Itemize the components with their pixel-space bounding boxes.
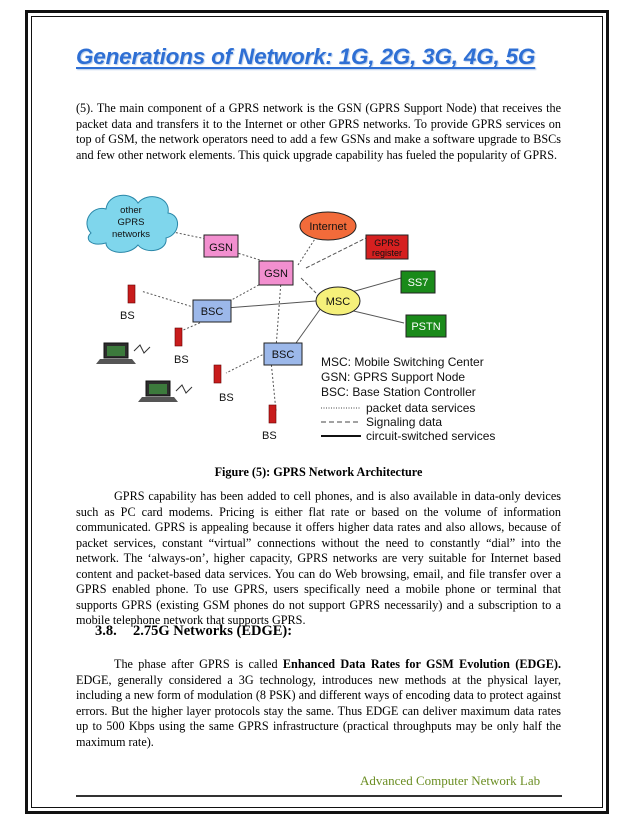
gprs-register-label-2: register bbox=[371, 248, 403, 258]
footer-text: Advanced Computer Network Lab bbox=[360, 773, 541, 788]
bs-tower-3 bbox=[214, 365, 221, 383]
edge-text-after: EDGE, generally considered a 3G technology, introduces new methods at the physical layer, including a new form of modulation (8 PSK) and different ways of encoding data to protect against errors. But the higher layer protocols stay the same. Thus EDGE can deliver maximum data rates up to 500 Kbps using the same GPRS infrastructure (practical throughputs may be only half the maximum rate). bbox=[76, 672, 561, 749]
intro-paragraph: (5). The main component of a GPRS network is the GSN (GPRS Support Node) that receives the packet data and transfers it to the Internet or other GPRS networks. To provide GPRS services on top of GSM, the network operators need to add a few GSNs and make a software upgrade to BSCs and few other network elements. This quick upgrade capability has fueled the popularity of GPRS. bbox=[76, 101, 561, 162]
page-title: Generations of Network: 1G, 2G, 3G, 4G, 5G bbox=[76, 44, 536, 69]
laptop-icon bbox=[138, 381, 178, 402]
bs-label-1: BS bbox=[120, 310, 135, 322]
other-gprs-networks-cloud bbox=[87, 195, 178, 252]
gprs-capability-paragraph: GPRS capability has been added to cell phones, and is also available in data-only devices such as PC card modems. Pricing is either flat rate or based on the volume of information communicated. GPRS is appealing because it offers higher data rates and also allows, because of packet services, constant “virtual” connections without the need to constantly “dial” into the network. The ‘always-on’, higher capacity, GPRS networks are very suitable for Internet based content and packet-based data services. You can do Web browsing, email, and file transfer over a GPRS enabled phone. To use GPRS, users specifically need a mobile phone or terminal that supports GPRS (existing GSM phones do not support GPRS necessarily) and a subscription to a mobile telephone network that supports GPRS. bbox=[76, 489, 561, 627]
figure-legend bbox=[321, 355, 495, 443]
bs-tower-1 bbox=[128, 285, 135, 303]
msc-label: MSC bbox=[325, 296, 351, 308]
cloud-label-3: networks bbox=[111, 229, 151, 240]
internet-label: Internet bbox=[309, 221, 347, 233]
legend-signal: Signaling data bbox=[366, 415, 443, 429]
edge-text-before: The phase after GPRS is called bbox=[114, 657, 283, 671]
section-title: 2.75G Networks (EDGE): bbox=[133, 623, 293, 639]
bsc-left-label: BSC bbox=[200, 306, 224, 318]
legend-packet: packet data services bbox=[366, 401, 476, 415]
legend-circuit: circuit-switched services bbox=[366, 429, 496, 443]
bsc-right-label: BSC bbox=[271, 349, 295, 361]
gsn-mid-label: GSN bbox=[264, 268, 288, 280]
gprs-architecture-figure bbox=[76, 183, 561, 455]
bs-label-3: BS bbox=[219, 392, 234, 404]
legend-msc: MSC: Mobile Switching Center bbox=[321, 355, 484, 369]
bs-label-2: BS bbox=[174, 354, 189, 366]
cloud-label-1: other bbox=[120, 205, 142, 216]
cloud-label-2: GPRS bbox=[117, 217, 145, 228]
bs-tower-2 bbox=[175, 328, 182, 346]
bs-tower-4 bbox=[269, 405, 276, 423]
footer-rule bbox=[76, 795, 562, 797]
section-number: 3.8. bbox=[95, 623, 117, 639]
ss7-label: SS7 bbox=[407, 277, 429, 289]
gsn-top-label: GSN bbox=[209, 242, 233, 254]
figure-caption: Figure (5): GPRS Network Architecture bbox=[214, 465, 423, 479]
section-heading bbox=[95, 623, 292, 640]
edge-text-bold: Enhanced Data Rates for GSM Evolution (EDGE). bbox=[282, 657, 561, 671]
bs-label-4: BS bbox=[262, 430, 277, 442]
pstn-label: PSTN bbox=[411, 321, 441, 333]
edge-paragraph bbox=[76, 657, 561, 750]
legend-gsn: GSN: GPRS Support Node bbox=[321, 370, 466, 384]
laptop-icon bbox=[96, 343, 136, 364]
gprs-register-label-1: GPRS bbox=[374, 238, 400, 248]
legend-bsc: BSC: Base Station Controller bbox=[321, 385, 476, 399]
